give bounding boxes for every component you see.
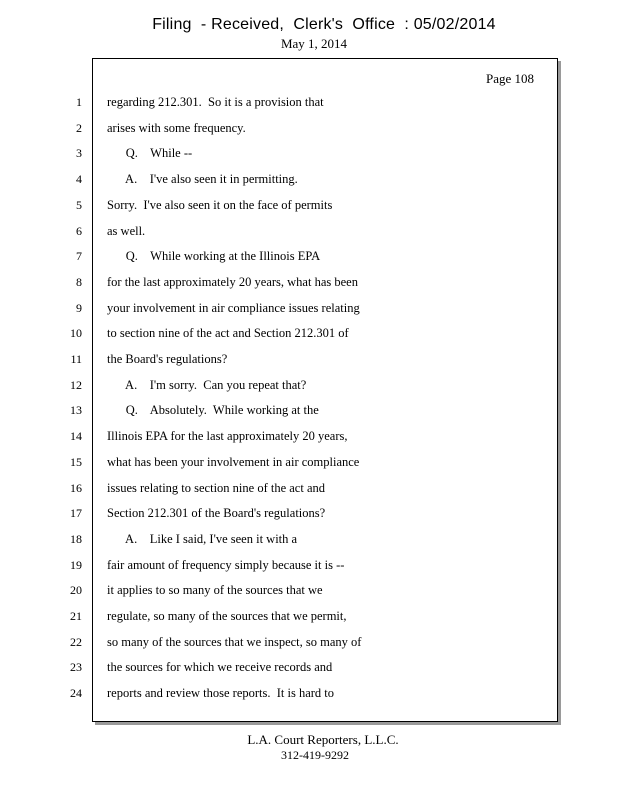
line-number: 3: [76, 146, 82, 161]
line-number: 12: [70, 377, 82, 392]
filing-stamp: Filing - Received, Clerk's Office : 05/02/2014: [152, 16, 496, 33]
hearing-date: May 1, 2014: [280, 36, 348, 51]
page-number: Page 108: [486, 71, 535, 86]
line-number: 15: [70, 454, 82, 469]
line-number: 14: [70, 429, 82, 444]
line-text: for the last approximately 20 years, what has been: [107, 274, 358, 289]
line-text: regulate, so many of the sources that we permit,: [107, 609, 347, 623]
line-number: 9: [76, 300, 82, 315]
line-number: 11: [70, 352, 82, 366]
line-number: 13: [70, 403, 82, 418]
line-number: 19: [70, 557, 82, 572]
line-text: as well.: [107, 223, 146, 238]
line-text: reports and review those reports. It is hard to: [107, 686, 335, 701]
line-number: 23: [70, 660, 82, 675]
line-number: 7: [76, 249, 82, 264]
line-text: regarding 212.301. So it is a provision that: [107, 95, 324, 109]
line-text: your involvement in air compliance issues relating: [107, 300, 360, 315]
line-number: 16: [70, 480, 82, 495]
line-text: it applies to so many of the sources that we: [107, 583, 323, 598]
line-text: issues relating to section nine of the act and: [107, 480, 325, 495]
line-text: what has been your involvement in air compliance: [107, 454, 360, 469]
line-text: Q. Absolutely. While working at the: [107, 403, 319, 418]
line-number: 1: [76, 95, 82, 109]
line-number: 18: [70, 531, 82, 546]
line-text: A. I'm sorry. Can you repeat that?: [107, 377, 307, 392]
line-text: Sorry. I've also seen it on the face of permits: [107, 197, 333, 212]
line-text: fair amount of frequency simply because it is --: [107, 557, 345, 572]
line-text: the Board's regulations?: [107, 352, 228, 366]
line-number: 4: [76, 172, 82, 187]
line-number: 6: [76, 223, 82, 238]
line-number: 20: [70, 583, 82, 598]
line-number: 8: [76, 274, 82, 289]
footer-phone: 312-419-9292: [281, 748, 349, 762]
footer-company: L.A. Court Reporters, L.L.C.: [247, 732, 399, 747]
line-text: the sources for which we receive records and: [107, 660, 333, 675]
line-number: 10: [70, 326, 82, 341]
line-number: 22: [70, 634, 82, 649]
line-number: 17: [70, 506, 82, 521]
line-number: 24: [70, 686, 82, 701]
line-text: to section nine of the act and Section 212.301 of: [107, 326, 349, 341]
line-text: A. Like I said, I've seen it with a: [107, 531, 298, 546]
line-text: A. I've also seen it in permitting.: [107, 172, 298, 187]
line-number: 5: [76, 197, 82, 212]
line-text: so many of the sources that we inspect, so many of: [107, 634, 362, 649]
line-text: Q. While working at the Illinois EPA: [107, 249, 321, 264]
line-number: 21: [70, 609, 82, 623]
line-text: arises with some frequency.: [107, 120, 246, 135]
line-text: Section 212.301 of the Board's regulations?: [107, 506, 326, 521]
line-number: 2: [76, 120, 82, 135]
line-text: Illinois EPA for the last approximately 20 years,: [107, 429, 348, 444]
line-text: Q. While --: [107, 146, 193, 161]
